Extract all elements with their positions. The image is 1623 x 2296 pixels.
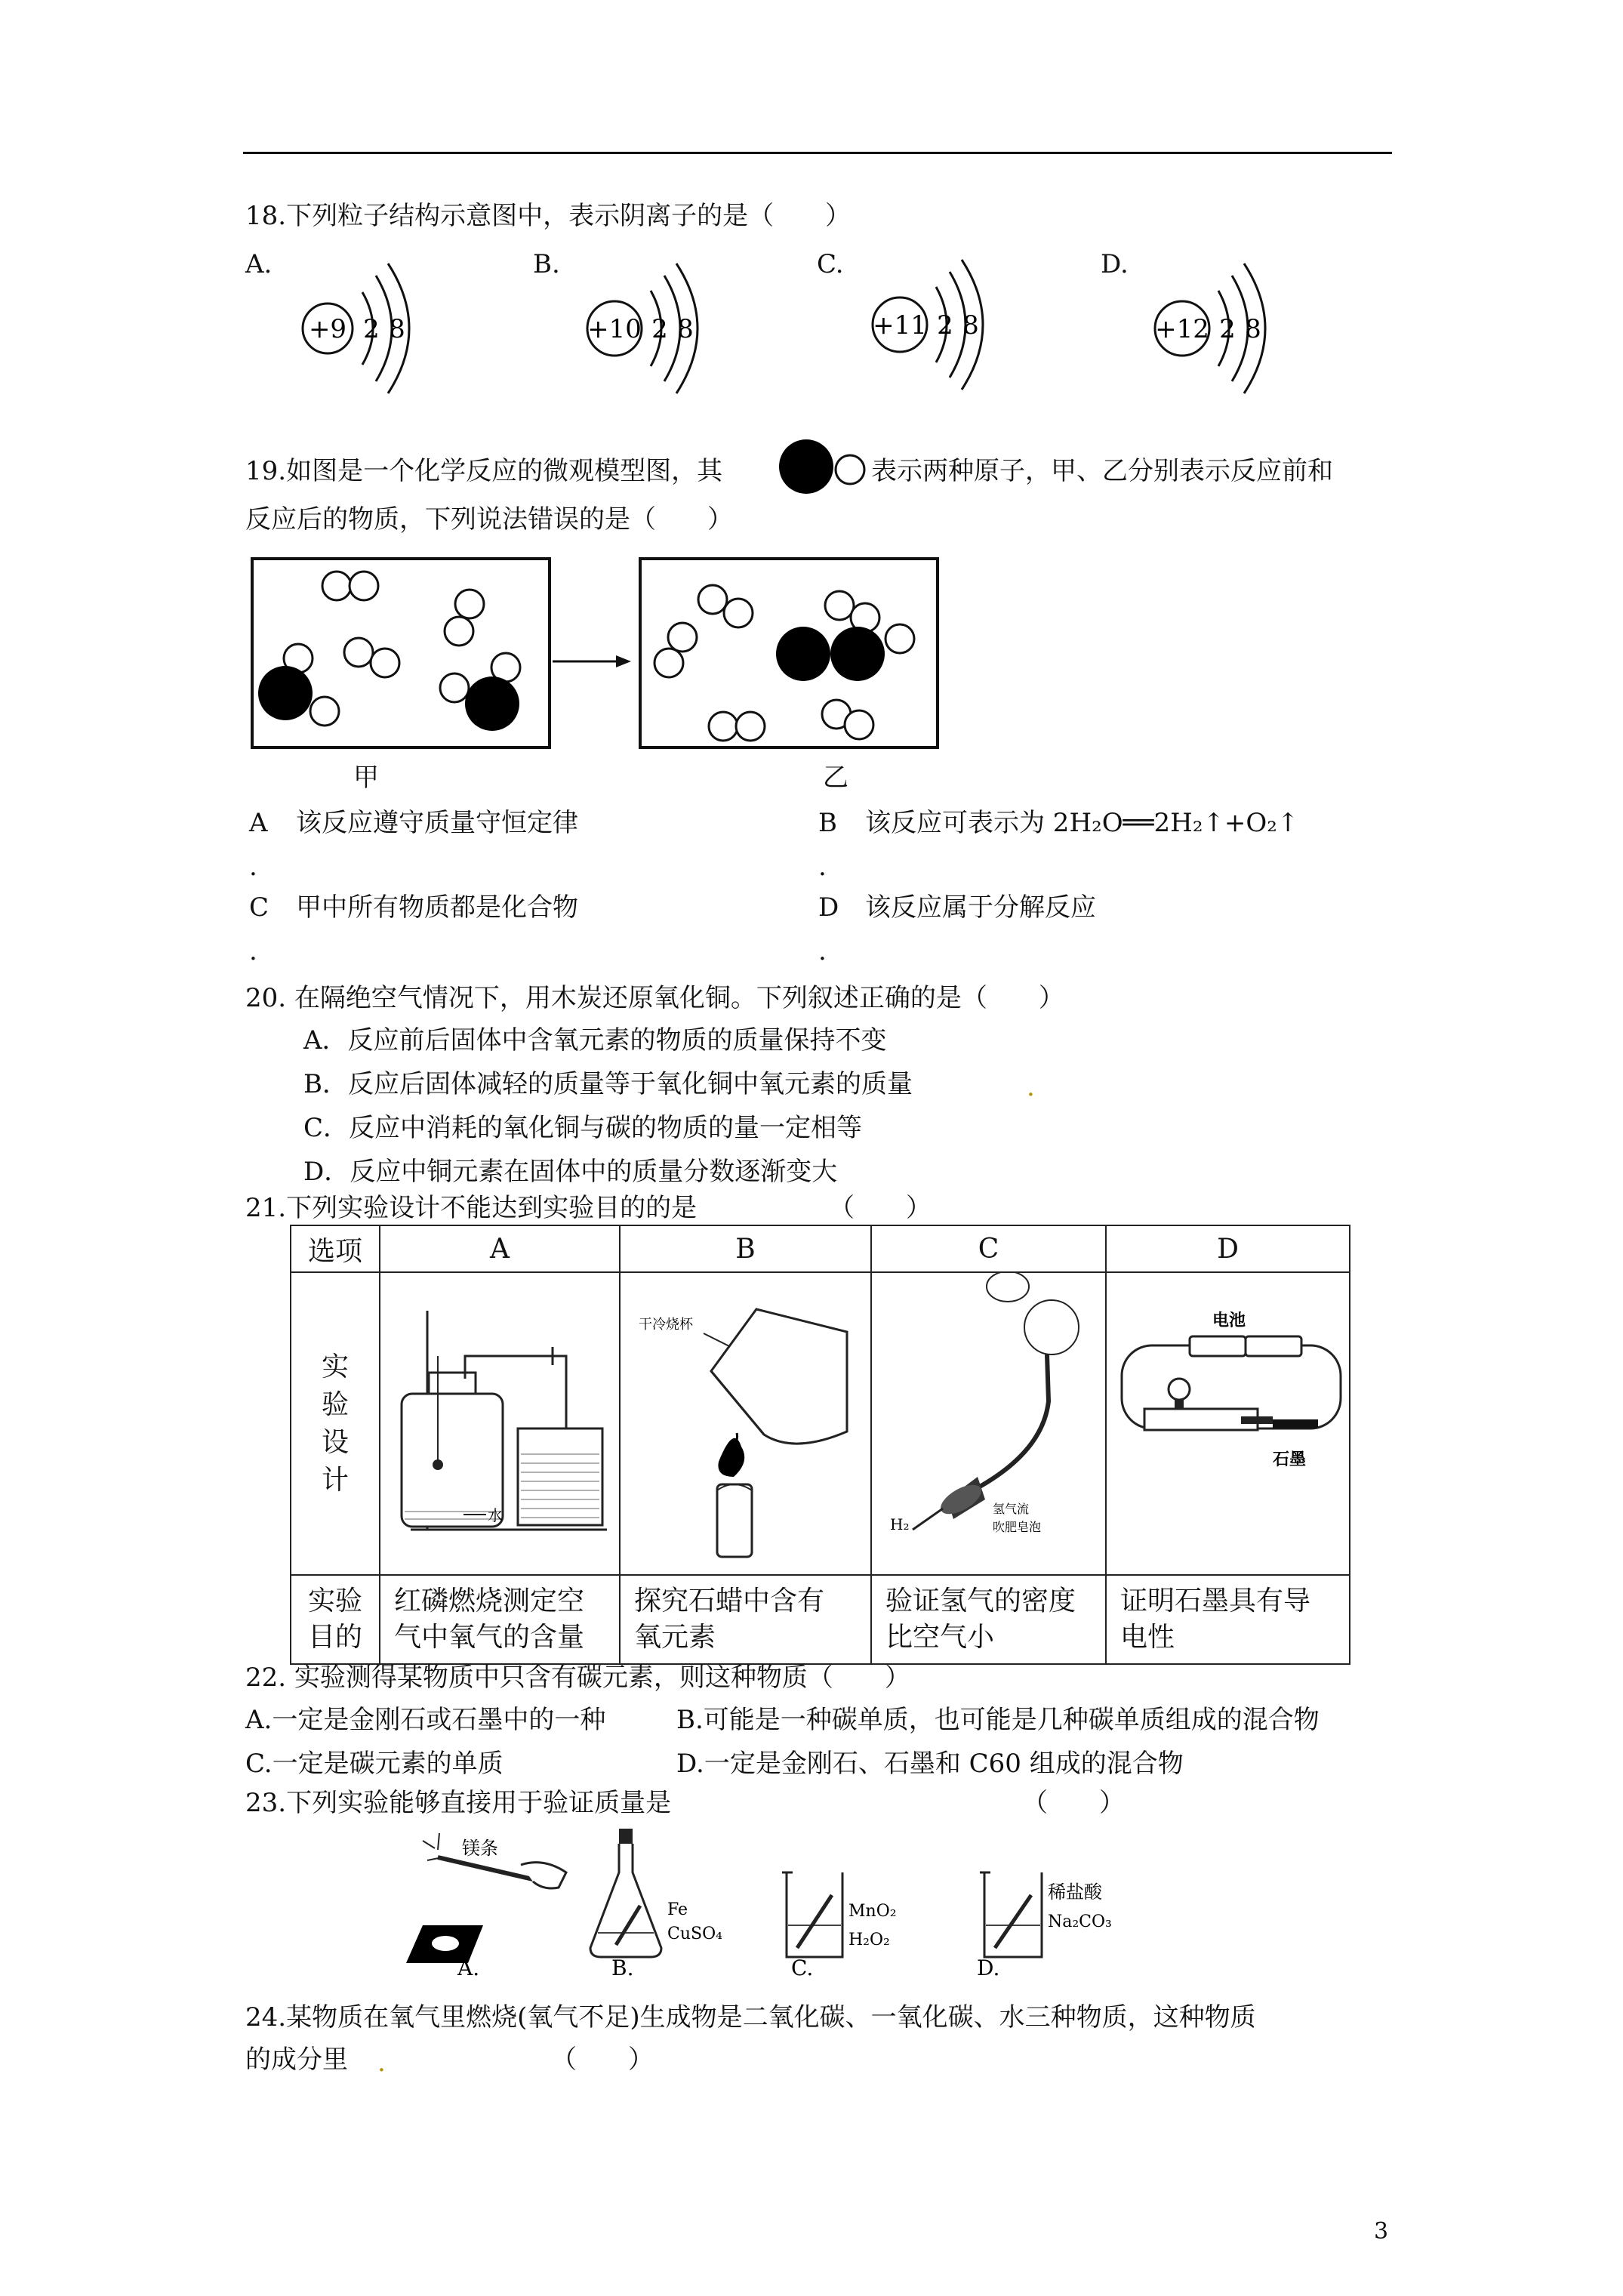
design-d [1106, 1272, 1350, 1575]
q18-option-c-label: C. [817, 249, 844, 279]
h2-label: H₂ [890, 1515, 910, 1533]
q20-stray-dot: . [1027, 1072, 1035, 1102]
q19-option-c-dot: . [249, 936, 257, 966]
header-d: D [1106, 1225, 1350, 1272]
purpose-c: 验证氢气的密度 比空气小 [871, 1575, 1106, 1664]
design-c [871, 1272, 1106, 1575]
q19-option-c-text: 甲中所有物质都是化合物 [296, 892, 578, 923]
svg-text:CuSO₄: CuSO₄ [667, 1925, 722, 1943]
q20-option-c: C．反应中消耗的氧化铜与碳的物质的量一定相等 [303, 1113, 863, 1143]
svg-text:吹肥皂泡: 吹肥皂泡 [993, 1520, 1042, 1534]
q19-stem-part1: 19.如图是一个化学反应的微观模型图，其 [245, 456, 723, 486]
q19-option-b-text: 该反应可表示为 2H₂O══2H₂↑+O₂↑ [865, 808, 1299, 838]
water-label: 水 [488, 1506, 503, 1524]
purpose-label: 实验 目的 [291, 1575, 380, 1664]
q20-option-d: D．反应中铜元素在固体中的质量分数逐渐变大 [303, 1157, 838, 1187]
q22-option-a: A.一定是金刚石或石墨中的一种 [245, 1705, 606, 1735]
hydrogen-bubble-figure [872, 1273, 1104, 1567]
q22-option-d: D.一定是金刚石、石墨和 C60 组成的混合物 [676, 1749, 1184, 1779]
atom-diagram-a [287, 253, 438, 404]
svg-text:MnO₂: MnO₂ [848, 1902, 897, 1921]
q23-paren: （ ） [1022, 1788, 1125, 1818]
experiment-table [290, 1225, 1350, 1665]
magnesium-burning-figure [406, 1833, 566, 1978]
svg-text:氢气流: 氢气流 [993, 1502, 1030, 1516]
q18-option-a-label: A. [245, 249, 273, 279]
header-a: A [380, 1225, 620, 1272]
q20-option-a: A．反应前后固体中含氧元素的物质的质量保持不变 [303, 1025, 887, 1056]
q19-option-a-text: 该反应遵守质量守恒定律 [296, 808, 578, 838]
svg-text:2: 2 [1219, 314, 1236, 344]
q23-stem: 23.下列实验能够直接用于验证质量是 [245, 1788, 672, 1818]
purpose-b: 探究石蜡中含有 氧元素 [620, 1575, 871, 1664]
design-b [620, 1272, 871, 1575]
q24-line1: 24.某物质在氧气里燃烧(氧气不足)生成物是二氧化碳、一氧化碳、水三种物质，这种物质 [245, 2002, 1256, 2032]
q19-option-b-dot: . [818, 852, 827, 882]
page-number: 3 [1374, 2218, 1389, 2245]
q24-dot: . [377, 2048, 386, 2078]
q19-stem-part2: 表示两种原子，甲、乙分别表示反应前和 [871, 456, 1333, 486]
atom-diagram-c [859, 249, 1010, 400]
table-purpose-row [291, 1575, 1350, 1664]
svg-text:C.: C. [791, 1955, 814, 1978]
svg-text:2: 2 [937, 310, 953, 341]
q18-option-d-label: D. [1101, 249, 1129, 279]
q20-stem: 20. 在隔绝空气情况下，用木炭还原氧化铜。下列叙述正确的是（ ） [245, 983, 1064, 1013]
q22-option-c: C.一定是碳元素的单质 [245, 1749, 504, 1779]
candle-beaker-figure [621, 1273, 870, 1567]
q19-option-d-letter: D [818, 892, 839, 923]
svg-text:石墨: 石墨 [1273, 1450, 1307, 1469]
hydrochloric-acid-carbonate-figure [977, 1872, 1112, 1978]
header-b: B [620, 1225, 871, 1272]
atom-legend-icon [776, 436, 867, 497]
q19-option-d-text: 该反应属于分解反应 [865, 892, 1096, 923]
q19-stem-line2: 反应后的物质，下列说法错误的是（ ） [245, 504, 733, 535]
mass-experiments-figure [393, 1827, 1193, 1978]
svg-text:8: 8 [677, 314, 694, 344]
q19-option-a-letter: A [249, 808, 268, 838]
q19-label-after: 乙 [823, 763, 848, 793]
q24-line2: 的成分里 [245, 2045, 348, 2075]
table-header-row [291, 1225, 1350, 1272]
q22-option-b: B.可能是一种碳单质，也可能是几种碳单质组成的混合物 [676, 1705, 1320, 1735]
q19-label-before: 甲 [353, 763, 379, 793]
svg-text:8: 8 [962, 310, 979, 341]
q19-option-b-letter: B [818, 808, 837, 838]
reaction-model-diagram [249, 556, 944, 752]
svg-text:H₂O₂: H₂O₂ [848, 1931, 890, 1949]
design-label: 实 验 设 计 [291, 1272, 380, 1575]
svg-text:+10: +10 [587, 314, 642, 344]
svg-text:B.: B. [611, 1955, 634, 1978]
graphite-circuit-figure [1107, 1273, 1348, 1567]
q20-option-b: B．反应后固体减轻的质量等于氧化铜中氧元素的质量 [303, 1069, 913, 1099]
header-c: C [871, 1225, 1106, 1272]
svg-text:稀盐酸: 稀盐酸 [1048, 1881, 1102, 1903]
header-rule [243, 152, 1392, 154]
q22-stem: 22. 实验测得某物质中只含有碳元素，则这种物质（ ） [245, 1663, 910, 1693]
q19-option-c-letter: C [249, 892, 269, 923]
hydrogen-peroxide-figure [782, 1872, 897, 1978]
q24-paren: （ ） [551, 2045, 654, 2075]
svg-text:8: 8 [389, 314, 405, 344]
svg-text:Na₂CO₃: Na₂CO₃ [1048, 1912, 1112, 1931]
svg-text:镁条: 镁条 [462, 1838, 498, 1859]
svg-text:+9: +9 [308, 314, 347, 344]
atom-diagram-d [1141, 253, 1292, 404]
q18-stem: 18.下列粒子结构示意图中，表示阴离子的是（ ） [245, 201, 852, 231]
atom-diagram-b [574, 253, 725, 404]
q21-stem: 21.下列实验设计不能达到实验目的的是 [245, 1193, 698, 1223]
purpose-a: 红磷燃烧测定空 气中氧气的含量 [380, 1575, 620, 1664]
header-option: 选项 [291, 1225, 380, 1272]
svg-text:2: 2 [651, 314, 668, 344]
design-a [380, 1272, 620, 1575]
svg-text:+11: +11 [873, 310, 927, 341]
q18-option-b-label: B. [533, 249, 560, 279]
svg-text:Fe: Fe [667, 1900, 688, 1919]
phosphorus-apparatus-figure [380, 1273, 619, 1567]
svg-text:D.: D. [977, 1955, 1000, 1978]
svg-text:A.: A. [457, 1955, 480, 1978]
q21-paren: （ ） [829, 1193, 932, 1223]
svg-text:干冷烧杯: 干冷烧杯 [639, 1317, 693, 1333]
q19-option-a-dot: . [249, 852, 257, 882]
svg-text:+12: +12 [1155, 314, 1209, 344]
svg-text:2: 2 [363, 314, 380, 344]
iron-copper-sulfate-figure [590, 1829, 722, 1978]
table-design-row [291, 1272, 1350, 1575]
q19-option-d-dot: . [818, 936, 827, 966]
svg-text:8: 8 [1245, 314, 1261, 344]
svg-text:电池: 电池 [1212, 1311, 1246, 1330]
purpose-d: 证明石墨具有导 电性 [1106, 1575, 1350, 1664]
